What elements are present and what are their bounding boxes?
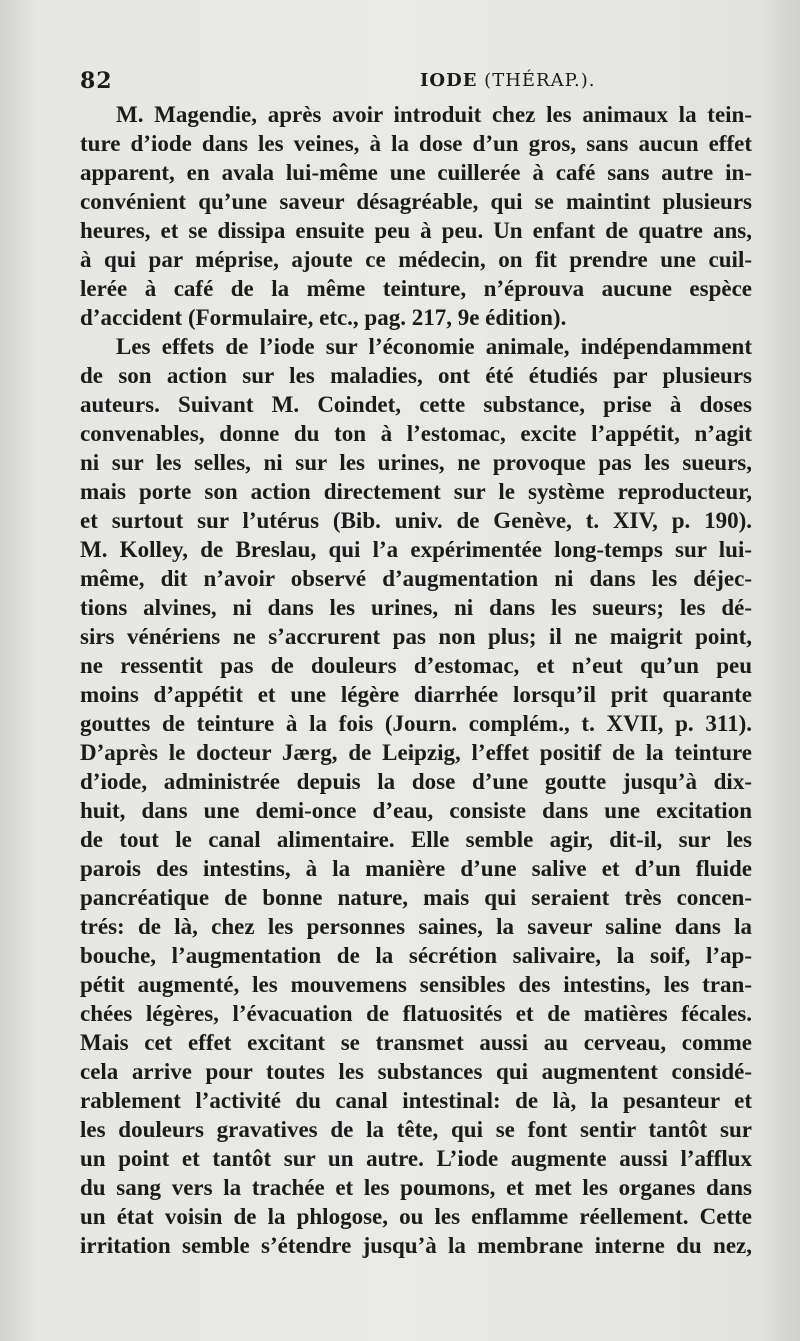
running-head-main: IODE bbox=[420, 70, 478, 91]
text-line: irritation semble s’étendre jusqu’à la membrane interne du nez, bbox=[80, 1233, 752, 1258]
text-line: lerée à café de la même teinture, n’éprouva aucune espèce bbox=[80, 276, 752, 301]
text-line: tions alvines, ni dans les urines, ni dans les sueurs; les dé- bbox=[80, 595, 752, 620]
text-line: du sang vers la trachée et les poumons, et met les organes dans bbox=[80, 1175, 752, 1200]
running-head bbox=[420, 70, 596, 91]
text-line: de tout le canal alimentaire. Elle semble agir, dit-il, sur les bbox=[80, 827, 752, 852]
page-header bbox=[80, 64, 750, 100]
text-line: moins d’appétit et une légère diarrhée lorsqu’il prit quarante bbox=[80, 682, 752, 707]
text-line: mais porte son action directement sur le système reproducteur, bbox=[80, 479, 752, 504]
text-line: heures, et se dissipa ensuite peu à peu. Un enfant de quatre ans, bbox=[80, 218, 752, 243]
text-line: sirs vénériens ne s’accrurent pas non plus; il ne maigrit point, bbox=[80, 624, 752, 649]
body-text bbox=[80, 100, 752, 1260]
text-line: d’accident (Formulaire, etc., pag. 217, 9e édition). bbox=[80, 305, 567, 330]
text-line: M. Magendie, après avoir introduit chez les animaux la tein- bbox=[116, 102, 752, 127]
text-line: convenables, donne du ton à l’estomac, excite l’appétit, n’agit bbox=[80, 421, 752, 446]
text-line: un état voisin de la phlogose, ou les enflamme réellement. Cette bbox=[80, 1204, 752, 1229]
text-line: bouche, l’augmentation de la sécrétion salivaire, la soif, l’ap- bbox=[80, 943, 752, 968]
text-line: parois des intestins, à la manière d’une salive et d’un fluide bbox=[80, 856, 752, 881]
text-line: convénient qu’une saveur désagréable, qui se maintint plusieurs bbox=[80, 189, 752, 214]
text-line: D’après le docteur Jærg, de Leipzig, l’effet positif de la teinture bbox=[80, 740, 752, 765]
text-line: ni sur les selles, ni sur les urines, ne provoque pas les sueurs, bbox=[80, 450, 752, 475]
text-line: ne ressentit pas de douleurs d’estomac, et n’eut qu’un peu bbox=[80, 653, 752, 678]
text-line: et surtout sur l’utérus (Bib. univ. de Genève, t. XIV, p. 190). bbox=[80, 508, 752, 533]
text-line: ture d’iode dans les veines, à la dose d’un gros, sans aucun effet bbox=[80, 131, 752, 156]
text-line: un point et tantôt sur un autre. L’iode augmente aussi l’afflux bbox=[80, 1146, 752, 1171]
text-line: de son action sur les maladies, ont été étudiés par plusieurs bbox=[80, 363, 752, 388]
text-line: d’iode, administrée depuis la dose d’une goutte jusqu’à dix- bbox=[80, 769, 752, 794]
text-line: à qui par méprise, ajoute ce médecin, on fit prendre une cuil- bbox=[80, 247, 752, 272]
running-head-sub: (THÉRAP.). bbox=[484, 70, 596, 91]
text-line: pancréatique de bonne nature, mais qui seraient très concen- bbox=[80, 885, 752, 910]
text-line: trés: de là, chez les personnes saines, la saveur saline dans la bbox=[80, 914, 752, 939]
text-line: pétit augmenté, les mouvemens sensibles des intestins, les tran- bbox=[80, 972, 752, 997]
text-line: cela arrive pour toutes les substances qui augmentent considé- bbox=[80, 1059, 752, 1084]
text-line: huit, dans une demi-once d’eau, consiste dans une excitation bbox=[80, 798, 752, 823]
text-line: rablement l’activité du canal intestinal: de là, la pesanteur et bbox=[80, 1088, 752, 1113]
text-line: apparent, en avala lui-même une cuillerée à café sans autre in- bbox=[80, 160, 752, 185]
text-line: auteurs. Suivant M. Coindet, cette substance, prise à doses bbox=[80, 392, 752, 417]
text-line: Mais cet effet excitant se transmet aussi au cerveau, comme bbox=[80, 1030, 752, 1055]
text-line: chées légères, l’évacuation de flatuosités et de matières fécales. bbox=[80, 1001, 752, 1026]
text-line: Les effets de l’iode sur l’économie animale, indépendamment bbox=[116, 334, 752, 359]
text-line: les douleurs gravatives de la tête, qui se font sentir tantôt sur bbox=[80, 1117, 752, 1142]
text-line: gouttes de teinture à la fois (Journ. complém., t. XVII, p. 311). bbox=[80, 711, 752, 736]
page-number: 82 bbox=[80, 68, 113, 94]
text-line: M. Kolley, de Breslau, qui l’a expérimentée long-temps sur lui- bbox=[80, 537, 752, 562]
text-line: même, dit n’avoir observé d’augmentation ni dans les déjec- bbox=[80, 566, 752, 591]
